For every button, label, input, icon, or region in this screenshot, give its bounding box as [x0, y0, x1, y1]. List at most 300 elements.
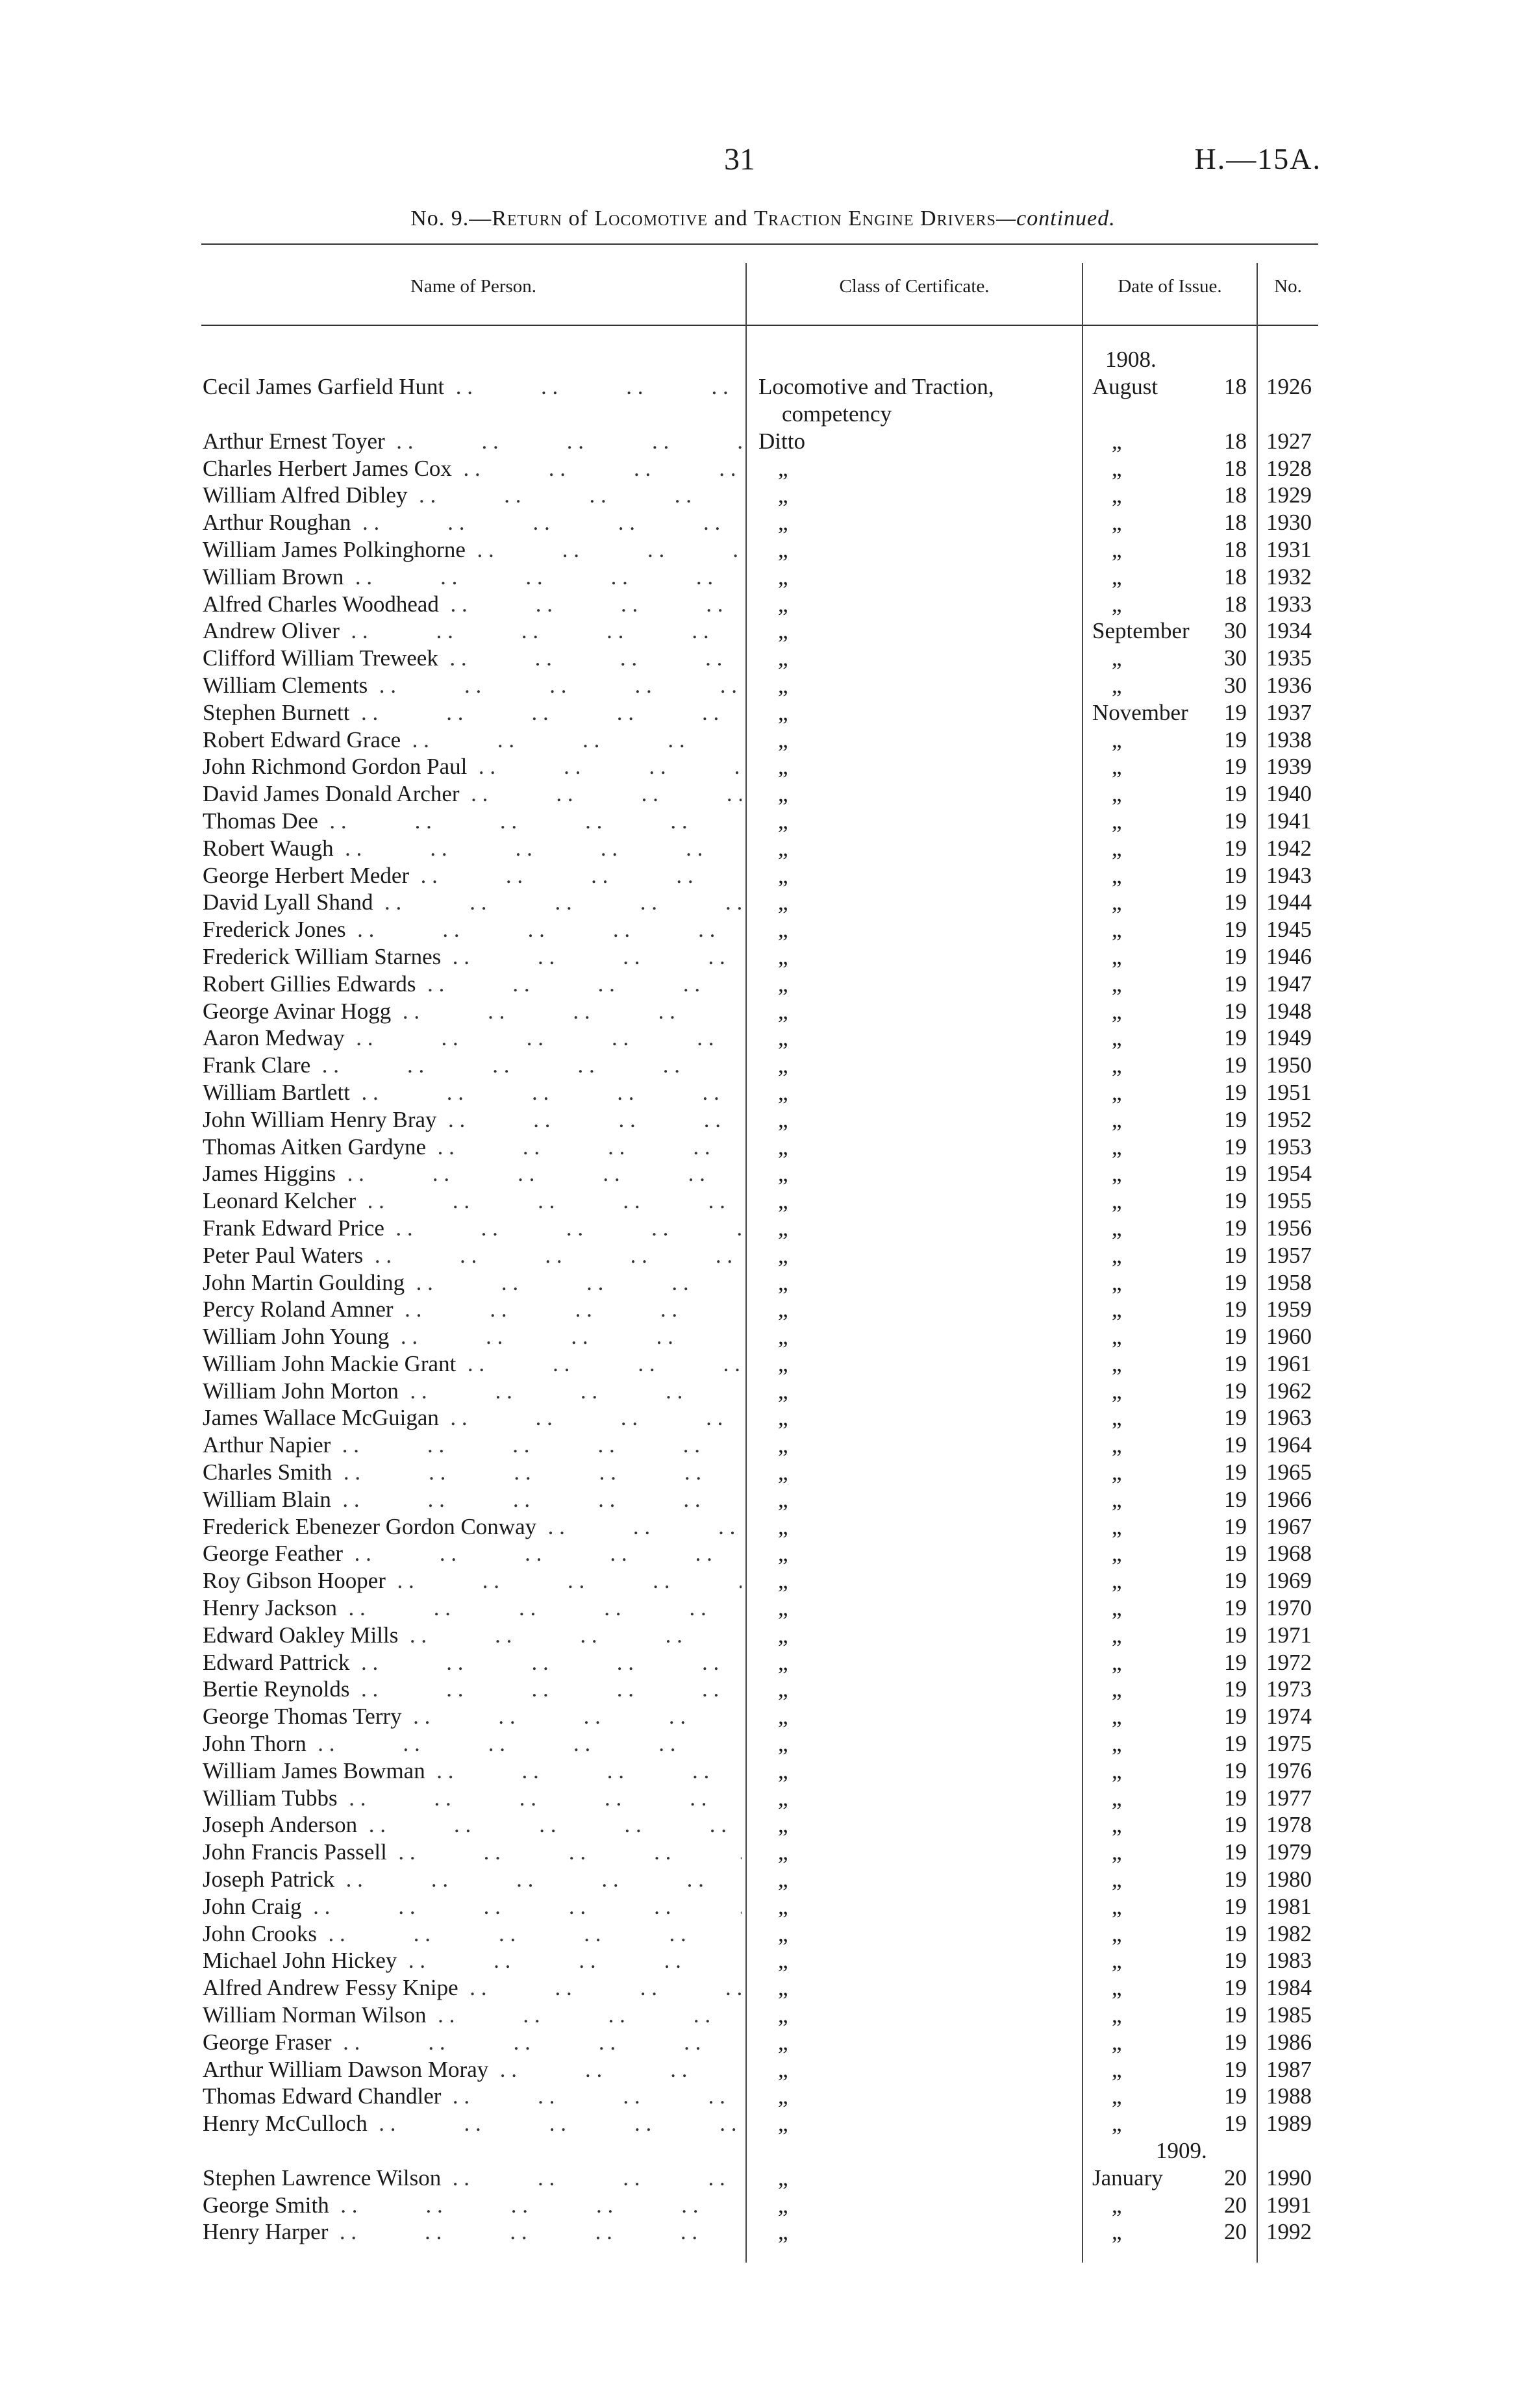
certificate-class: „ — [778, 1161, 788, 1187]
issue-day: 19 — [1224, 1785, 1247, 1811]
certificate-class: „ — [778, 1513, 788, 1539]
issue-day: 19 — [1224, 1704, 1247, 1730]
certificate-number: 1983 — [1266, 1948, 1312, 1974]
issue-day: 19 — [1224, 1134, 1247, 1160]
table-row — [201, 2002, 1318, 2029]
issue-day: 19 — [1224, 2083, 1247, 2109]
certificate-number: 1958 — [1266, 1269, 1312, 1295]
issue-day: 18 — [1224, 564, 1247, 590]
issue-month: „ — [1112, 1459, 1122, 1485]
person-name: Aaron Medway . . — [203, 1024, 742, 1052]
issue-month: „ — [1112, 1541, 1122, 1567]
issue-day: 19 — [1224, 1079, 1247, 1105]
certificate-class: „ — [778, 1704, 788, 1730]
certificate-class: „ — [778, 1839, 788, 1865]
issue-month: „ — [1112, 1867, 1122, 1893]
issue-day: 19 — [1224, 1486, 1247, 1512]
issue-day: 19 — [1224, 1622, 1247, 1648]
certificate-class: „ — [778, 1350, 788, 1376]
issue-day: 20 — [1224, 2165, 1247, 2191]
person-name: William Tubbs . . — [203, 1785, 742, 1812]
certificate-class: „ — [778, 1757, 788, 1783]
person-name: Edward Pattrick . . — [203, 1649, 742, 1676]
certificate-class: „ — [778, 1242, 788, 1268]
certificate-class: „ — [778, 699, 788, 725]
certificate-class: „ — [778, 1812, 788, 1838]
certificate-number: 1963 — [1266, 1405, 1312, 1431]
table-row — [201, 2110, 1318, 2137]
issue-day: 19 — [1224, 1649, 1247, 1675]
certificate-class: „ — [778, 1405, 788, 1431]
person-name: John Craig . . — [203, 1893, 742, 1920]
issue-day: 18 — [1224, 591, 1247, 617]
issue-month: „ — [1112, 1649, 1122, 1675]
certificate-number: 1988 — [1266, 2083, 1312, 2109]
issue-month: „ — [1112, 1513, 1122, 1539]
table-row — [201, 1595, 1318, 1622]
issue-day: 19 — [1224, 1757, 1247, 1783]
issue-day: 19 — [1224, 1541, 1247, 1567]
certificate-number: 1968 — [1266, 1541, 1312, 1567]
table-row — [201, 1947, 1318, 1974]
certificate-number: 1972 — [1266, 1649, 1312, 1675]
table-body — [201, 346, 1318, 2246]
certificate-class: „ — [778, 1297, 788, 1322]
table-row — [201, 1134, 1318, 1161]
certificate-number: 1964 — [1266, 1432, 1312, 1458]
certificate-class: „ — [778, 943, 788, 969]
table-row — [201, 1649, 1318, 1676]
person-name: Stephen Lawrence Wilson . . — [203, 2165, 742, 2192]
person-name: William James Polkinghorne . . — [203, 536, 742, 564]
certificate-class: „ — [778, 1785, 788, 1811]
document-reference: H.—15A. — [1194, 142, 1321, 175]
issue-month: „ — [1112, 2192, 1122, 2218]
issue-day: 19 — [1224, 754, 1247, 780]
certificate-class: „ — [778, 672, 788, 698]
issue-month: „ — [1112, 1704, 1122, 1730]
issue-day: 19 — [1224, 1812, 1247, 1838]
person-name: John William Henry Bray . . — [203, 1106, 742, 1134]
certificate-class: „ — [778, 1269, 788, 1295]
issue-month: „ — [1112, 591, 1122, 617]
certificate-number: 1969 — [1266, 1568, 1312, 1594]
person-name: Frank Edward Price . . — [203, 1215, 742, 1242]
person-name: Percy Roland Amner . . — [203, 1296, 742, 1323]
certificate-class-line2: competency — [782, 401, 892, 427]
issue-month: „ — [1112, 2083, 1122, 2109]
certificate-class: „ — [778, 645, 788, 671]
person-name: Frederick William Starnes . . — [203, 943, 742, 971]
table-row — [201, 2165, 1318, 2192]
issue-day: 19 — [1224, 889, 1247, 915]
certificate-class: „ — [778, 1893, 788, 1919]
person-name: William John Mackie Grant . . — [203, 1350, 742, 1378]
person-name: Joseph Anderson . . — [203, 1811, 742, 1839]
column-header-no: No. — [1274, 276, 1302, 297]
issue-day: 18 — [1224, 373, 1247, 399]
issue-day: 19 — [1224, 1242, 1247, 1268]
table-row — [201, 1811, 1318, 1839]
certificate-number: 1975 — [1266, 1731, 1312, 1757]
certificate-class: „ — [778, 2165, 788, 2191]
person-name: William James Bowman . . — [203, 1757, 742, 1785]
table-row — [201, 1486, 1318, 1513]
person-name: James Wallace McGuigan . . — [203, 1404, 742, 1432]
person-name: William Alfred Dibley . . — [203, 482, 742, 509]
issue-day: 19 — [1224, 1188, 1247, 1214]
certificate-class: „ — [778, 1486, 788, 1512]
table-row — [201, 780, 1318, 808]
person-name: Frank Clare . . — [203, 1052, 742, 1079]
issue-day: 18 — [1224, 455, 1247, 481]
certificate-number: 1980 — [1266, 1867, 1312, 1893]
person-name: John Crooks . . — [203, 1920, 742, 1948]
table-row — [201, 1703, 1318, 1730]
certificate-class: „ — [778, 2083, 788, 2109]
issue-month: „ — [1112, 1893, 1122, 1919]
certificate-number: 1979 — [1266, 1839, 1312, 1865]
table-row — [201, 699, 1318, 726]
issue-month: „ — [1112, 1215, 1122, 1241]
issue-month: „ — [1112, 1242, 1122, 1268]
certificate-number: 1987 — [1266, 2056, 1312, 2082]
table-row — [201, 672, 1318, 699]
issue-day: 30 — [1224, 672, 1247, 698]
table-row — [201, 1242, 1318, 1269]
issue-month: „ — [1112, 1350, 1122, 1376]
table-row — [201, 591, 1318, 618]
certificate-number: 1937 — [1266, 699, 1312, 725]
certificate-number: 1948 — [1266, 998, 1312, 1024]
issue-day: 19 — [1224, 1161, 1247, 1187]
certificate-class: „ — [778, 1649, 788, 1675]
person-name: Joseph Patrick . . — [203, 1866, 742, 1893]
person-name: Charles Smith . . — [203, 1459, 742, 1486]
certificate-number: 1957 — [1266, 1242, 1312, 1268]
person-name: George Fraser . . — [203, 2029, 742, 2056]
table-row — [201, 1269, 1318, 1297]
table-row — [201, 1079, 1318, 1106]
person-name: George Feather . . — [203, 1540, 742, 1567]
certificate-class: „ — [778, 1867, 788, 1893]
issue-month: „ — [1112, 971, 1122, 997]
table-row — [201, 753, 1318, 780]
certificate-class: „ — [778, 1541, 788, 1567]
person-name: Thomas Dee . . — [203, 808, 742, 835]
certificate-number: 1950 — [1266, 1052, 1312, 1078]
table-row — [201, 1757, 1318, 1785]
table-row — [201, 1785, 1318, 1812]
table-row — [201, 1730, 1318, 1757]
table-row — [201, 1622, 1318, 1649]
issue-month: „ — [1112, 835, 1122, 861]
person-name: Robert Edward Grace . . — [203, 726, 742, 754]
issue-month: „ — [1112, 1269, 1122, 1295]
certificate-number: 1962 — [1266, 1378, 1312, 1404]
issue-month: „ — [1112, 1839, 1122, 1865]
issue-day: 19 — [1224, 971, 1247, 997]
table-row — [201, 536, 1318, 564]
certificate-class: „ — [778, 2029, 788, 2055]
table-row — [201, 617, 1318, 645]
issue-month: „ — [1112, 482, 1122, 508]
certificate-number: 1938 — [1266, 726, 1312, 752]
certificate-number: 1973 — [1266, 1676, 1312, 1702]
person-name: John Richmond Gordon Paul . . — [203, 753, 742, 780]
issue-day: 19 — [1224, 943, 1247, 969]
table-row — [201, 645, 1318, 672]
certificate-class: „ — [778, 862, 788, 888]
table-row — [201, 455, 1318, 482]
person-name: Henry Harper . . — [203, 2218, 742, 2246]
certificate-number: 1961 — [1266, 1350, 1312, 1376]
table-row — [201, 2083, 1318, 2110]
person-name: William Clements . . — [203, 672, 742, 699]
person-name: William Blain . . — [203, 1486, 742, 1513]
issue-day: 19 — [1224, 1350, 1247, 1376]
table-row — [201, 1024, 1318, 1052]
table-row — [201, 889, 1318, 916]
certificate-number: 1932 — [1266, 564, 1312, 590]
certificate-number: 1966 — [1266, 1486, 1312, 1512]
certificate-class: „ — [778, 2192, 788, 2218]
certificate-class: „ — [778, 754, 788, 780]
title-word-drivers: Traction Engine Drivers — [754, 206, 996, 230]
certificate-class — [758, 373, 1083, 428]
person-name: George Avinar Hogg . . — [203, 998, 742, 1025]
certificate-class: „ — [778, 1134, 788, 1160]
rows-1909 — [201, 2165, 1318, 2246]
table-row — [201, 1296, 1318, 1323]
person-name: Alfred Charles Woodhead . . — [203, 591, 742, 618]
certificate-class-line1: Locomotive and Traction, — [758, 373, 994, 399]
certificate-class: „ — [778, 1025, 788, 1051]
table-row — [201, 2192, 1318, 2219]
certificate-number: 1952 — [1266, 1106, 1312, 1132]
certificate-number: 1984 — [1266, 1975, 1312, 2001]
table-row — [201, 1378, 1318, 1405]
issue-day: 19 — [1224, 699, 1247, 725]
certificate-class: „ — [778, 536, 788, 562]
column-header-date: Date of Issue. — [1118, 276, 1222, 297]
table-row — [201, 1567, 1318, 1595]
person-name: Roy Gibson Hooper . . — [203, 1567, 742, 1595]
issue-month: „ — [1112, 455, 1122, 481]
issue-day: 19 — [1224, 1839, 1247, 1865]
certificate-class: „ — [778, 1432, 788, 1458]
table-row — [201, 1839, 1318, 1866]
issue-day: 18 — [1224, 482, 1247, 508]
issue-month: „ — [1112, 1595, 1122, 1621]
table-row — [201, 998, 1318, 1025]
issue-month: „ — [1112, 917, 1122, 943]
certificate-number: 1941 — [1266, 808, 1312, 834]
issue-month: „ — [1112, 1188, 1122, 1214]
issue-day: 19 — [1224, 1731, 1247, 1757]
certificate-class: „ — [778, 591, 788, 617]
person-name: Leonard Kelcher . . — [203, 1187, 742, 1215]
certificate-class: „ — [778, 2002, 788, 2028]
table-row — [201, 1540, 1318, 1567]
table-row — [201, 1404, 1318, 1432]
person-name: Alfred Andrew Fessy Knipe . . — [203, 1974, 742, 2002]
issue-month: „ — [1112, 1324, 1122, 1350]
issue-day: 18 — [1224, 428, 1247, 454]
page-number: 31 — [724, 142, 755, 177]
certificate-class: „ — [778, 1052, 788, 1078]
certificate-number: 1967 — [1266, 1513, 1312, 1539]
issue-month: „ — [1112, 1920, 1122, 1946]
issue-day: 19 — [1224, 1513, 1247, 1539]
certificate-number: 1943 — [1266, 862, 1312, 888]
issue-day: 19 — [1224, 1269, 1247, 1295]
certificate-number: 1970 — [1266, 1595, 1312, 1621]
person-name: James Higgins . . — [203, 1160, 742, 1187]
certificate-class: „ — [778, 1459, 788, 1485]
issue-day: 19 — [1224, 835, 1247, 861]
person-name: David James Donald Archer . . — [203, 780, 742, 808]
certificate-number: 1965 — [1266, 1459, 1312, 1485]
issue-month: January — [1092, 2165, 1163, 2191]
person-name: Robert Gillies Edwards . . — [203, 971, 742, 998]
person-name: Henry Jackson . . — [203, 1595, 742, 1622]
certificate-class: „ — [778, 1676, 788, 1702]
certificate-class: „ — [778, 998, 788, 1024]
issue-month: „ — [1112, 943, 1122, 969]
table-row — [201, 862, 1318, 889]
person-name: Bertie Reynolds . . — [203, 1676, 742, 1703]
issue-month: „ — [1112, 672, 1122, 698]
certificate-number: 1954 — [1266, 1161, 1312, 1187]
person-name: Andrew Oliver . . — [203, 617, 742, 645]
certificate-number: 1926 — [1266, 373, 1312, 399]
page-header — [0, 142, 1526, 187]
issue-month: „ — [1112, 1134, 1122, 1160]
issue-day: 19 — [1224, 1948, 1247, 1974]
certificate-number: 1947 — [1266, 971, 1312, 997]
issue-day: 19 — [1224, 998, 1247, 1024]
issue-month: „ — [1112, 645, 1122, 671]
issue-month: „ — [1112, 1975, 1122, 2001]
issue-day: 19 — [1224, 1106, 1247, 1132]
title-word-locomotive: Locomotive — [594, 206, 708, 230]
issue-day: 30 — [1224, 645, 1247, 671]
table-row — [201, 1974, 1318, 2002]
issue-day: 19 — [1224, 808, 1247, 834]
issue-day: 19 — [1224, 862, 1247, 888]
person-name: Clifford William Treweek . . — [203, 645, 742, 672]
issue-day: 19 — [1224, 1893, 1247, 1919]
header-bottom-rule — [201, 325, 1318, 326]
table-row — [201, 1866, 1318, 1893]
certificate-number: 1927 — [1266, 428, 1312, 454]
title-of: of — [562, 206, 595, 230]
issue-day: 19 — [1224, 1297, 1247, 1322]
table-row — [201, 2029, 1318, 2056]
person-name: Thomas Aitken Gardyne . . — [203, 1134, 742, 1161]
certificate-class: „ — [778, 1622, 788, 1648]
issue-month: „ — [1112, 998, 1122, 1024]
certificate-number: 1978 — [1266, 1812, 1312, 1838]
year-heading-row — [201, 346, 1318, 373]
certificate-class: „ — [778, 1106, 788, 1132]
certificate-class: „ — [778, 2111, 788, 2137]
issue-month: „ — [1112, 2111, 1122, 2137]
certificate-number: 1951 — [1266, 1079, 1312, 1105]
certificate-number: 1929 — [1266, 482, 1312, 508]
certificate-number: 1934 — [1266, 618, 1312, 644]
person-name: John Francis Passell . . — [203, 1839, 742, 1866]
title-prefix: No. 9.— — [410, 206, 492, 230]
table-row — [201, 1323, 1318, 1350]
certificate-number: 1982 — [1266, 1920, 1312, 1946]
certificate-number: 1989 — [1266, 2111, 1312, 2137]
certificate-class: „ — [778, 1975, 788, 2001]
certificate-number: 1977 — [1266, 1785, 1312, 1811]
issue-month: „ — [1112, 1052, 1122, 1078]
certificate-number: 1930 — [1266, 510, 1312, 536]
issue-month: „ — [1112, 2219, 1122, 2245]
issue-day: 19 — [1224, 2111, 1247, 2137]
issue-day: 19 — [1224, 1975, 1247, 2001]
issue-month: „ — [1112, 564, 1122, 590]
issue-month: „ — [1112, 1297, 1122, 1322]
issue-month: September — [1092, 618, 1190, 644]
table-row — [201, 1920, 1318, 1948]
table-row — [201, 1106, 1318, 1134]
issue-month: „ — [1112, 1731, 1122, 1757]
certificate-class: „ — [778, 618, 788, 644]
table-row — [201, 1459, 1318, 1486]
certificate-number: 1946 — [1266, 943, 1312, 969]
table-row — [201, 373, 1318, 428]
certificate-number: 1974 — [1266, 1704, 1312, 1730]
issue-month: „ — [1112, 1568, 1122, 1594]
issue-month: „ — [1112, 536, 1122, 562]
issue-day: 18 — [1224, 536, 1247, 562]
certificate-number: 1985 — [1266, 2002, 1312, 2028]
certificate-class: „ — [778, 781, 788, 807]
table-row — [201, 564, 1318, 591]
person-name: Robert Waugh . . — [203, 835, 742, 862]
certificate-number: 1939 — [1266, 754, 1312, 780]
person-name: Michael John Hickey . . — [203, 1947, 742, 1974]
issue-day: 19 — [1224, 1405, 1247, 1431]
certificate-number: 1971 — [1266, 1622, 1312, 1648]
certificate-number: 1956 — [1266, 1215, 1312, 1241]
certificate-number: 1949 — [1266, 1025, 1312, 1051]
issue-day: 19 — [1224, 1025, 1247, 1051]
certificate-number: 1935 — [1266, 645, 1312, 671]
issue-month: „ — [1112, 2056, 1122, 2082]
drivers-table — [201, 243, 1318, 2256]
issue-month: „ — [1112, 1676, 1122, 1702]
issue-month: „ — [1112, 1161, 1122, 1187]
certificate-class: „ — [778, 1378, 788, 1404]
certificate-number: 1959 — [1266, 1297, 1312, 1322]
issue-day: 19 — [1224, 1378, 1247, 1404]
year-heading: 1908. — [1105, 347, 1157, 372]
person-name: George Thomas Terry . . — [203, 1703, 742, 1730]
issue-month: „ — [1112, 889, 1122, 915]
issue-day: 20 — [1224, 2219, 1247, 2245]
certificate-number: 1953 — [1266, 1134, 1312, 1160]
issue-day: 19 — [1224, 1676, 1247, 1702]
certificate-class: „ — [778, 1079, 788, 1105]
table-row — [201, 1893, 1318, 1920]
table-row — [201, 1676, 1318, 1703]
